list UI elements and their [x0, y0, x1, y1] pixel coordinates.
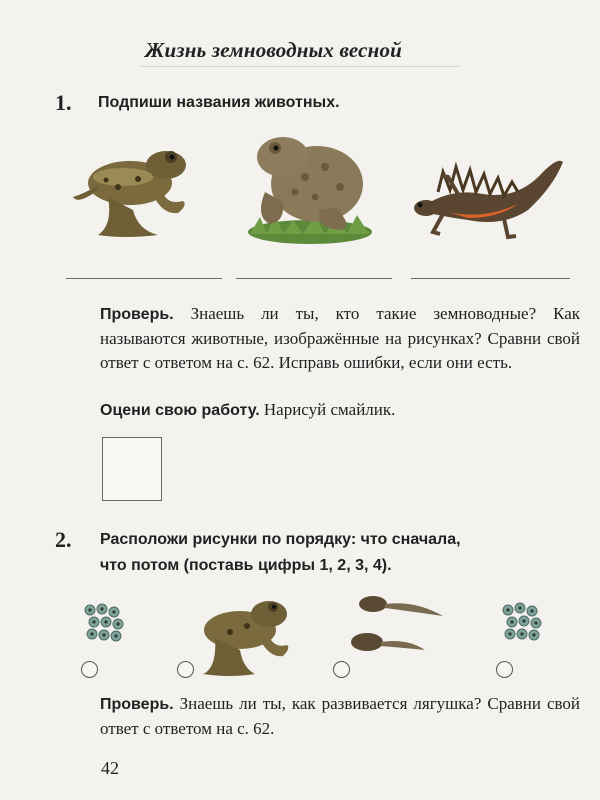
tadpoles-icon	[345, 592, 445, 662]
order-circle-4[interactable]	[496, 661, 513, 678]
frog-eggs-icon	[498, 602, 546, 644]
page-number: 42	[101, 758, 119, 778]
task-1-check-text: Знаешь ли ты, кто такие земноводные? Как называются животные, изображённые на рисунках? Сравни свой ответ с ответом на с. 62. Исправь ошибки, если они есть.	[100, 304, 581, 372]
task-1-check-paragraph	[100, 302, 580, 375]
task-1-instruction: Подпиши названия животных.	[98, 94, 340, 111]
toad-icon	[245, 122, 375, 247]
task-1-assess-paragraph	[100, 398, 580, 423]
task-1-check-label: Проверь.	[100, 306, 174, 323]
task-2-check-paragraph	[100, 692, 580, 741]
bleed-through-text	[500, 46, 503, 60]
order-circle-2[interactable]	[177, 661, 194, 678]
task-1-assess-label: Оцени свою работу.	[100, 402, 260, 419]
task-2-check-label: Проверь.	[100, 696, 174, 713]
toad-label-line[interactable]	[236, 278, 392, 279]
page-title: Жизнь земноводных весной	[145, 38, 403, 62]
frog-label-line[interactable]	[66, 278, 222, 279]
order-circle-3[interactable]	[333, 661, 350, 678]
smiley-drawing-box[interactable]	[102, 437, 162, 501]
task-2-number: 2.	[55, 527, 72, 552]
task-1-assess-text: Нарисуй смайлик.	[263, 400, 396, 419]
frog-eggs-icon	[82, 602, 130, 644]
order-circle-1[interactable]	[81, 661, 98, 678]
newt-icon	[408, 132, 568, 252]
task-2-instruction-line-1: Расположи рисунки по порядку: что сначала,	[100, 531, 461, 548]
title-rule	[140, 66, 460, 67]
adult-frog-icon	[185, 588, 295, 680]
task-1-number: 1.	[55, 90, 72, 115]
task-2-check-text: Знаешь ли ты, как развивается лягушка? Сравни свой ответ с ответом на с. 62.	[100, 694, 581, 738]
frog-icon	[68, 135, 193, 245]
newt-label-line[interactable]	[411, 278, 570, 279]
task-2-instruction-line-2: что потом (поставь цифры 1, 2, 3, 4).	[100, 557, 392, 574]
